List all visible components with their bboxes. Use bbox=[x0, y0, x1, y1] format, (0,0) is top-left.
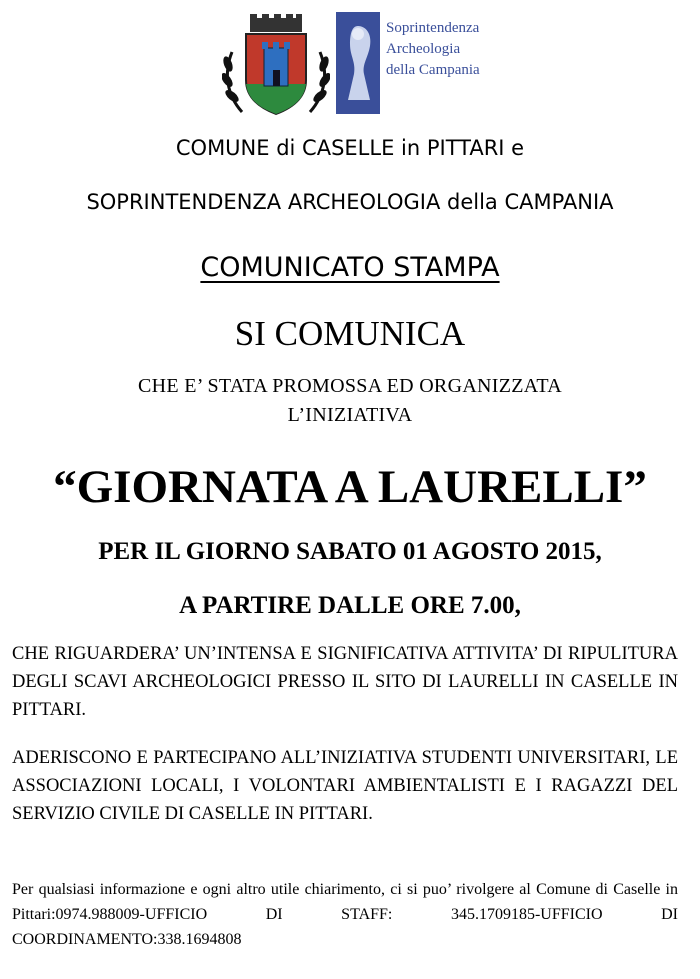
description-paragraph: CHE RIGUARDERA’ UN’INTENSA E SIGNIFICATIVA ATTIVITA’ DI RIPULITURA DEGLI SCAVI ARCHEOLOGICI PRESSO IL SITO DI LAURELLI IN CASELLE IN PITTARI. bbox=[12, 644, 678, 720]
archeologia-line: Archeologia bbox=[386, 41, 461, 57]
header-comunicato-stampa: COMUNICATO STAMPA bbox=[200, 252, 500, 283]
campania-line: della Campania bbox=[386, 62, 480, 78]
intro-line-1: CHE E’ STATA PROMOSSA ED ORGANIZZATA bbox=[138, 375, 562, 397]
header-soprintendenza: SOPRINTENDENZA ARCHEOLOGIA della CAMPANIA bbox=[86, 190, 614, 214]
heading-si-comunica: SI COMUNICA bbox=[234, 314, 466, 353]
event-title: “GIORNATA A LAURELLI” bbox=[53, 461, 647, 513]
event-time: A PARTIRE DALLE ORE 7.00, bbox=[179, 592, 521, 619]
intro-line-2: L’INIZIATIVA bbox=[287, 404, 413, 426]
event-date: PER IL GIORNO SABATO 01 AGOSTO 2015, bbox=[98, 538, 602, 565]
soprintendenza-logo-text bbox=[386, 18, 480, 81]
soprintendenza-logo bbox=[336, 12, 486, 118]
intro-text bbox=[0, 372, 700, 430]
participants-paragraph: ADERISCONO E PARTECIPANO ALL’INIZIATIVA STUDENTI UNIVERSITARI, LE ASSOCIAZIONI LOCALI, I VOLONTARI AMBIENTALISTI E I RAGAZZI DEL SERVIZIO CIVILE DI CASELLE IN PITTARI. bbox=[12, 748, 678, 824]
logo-area bbox=[0, 8, 700, 118]
municipal-crest-icon bbox=[222, 14, 330, 118]
header-comune: COMUNE di CASELLE in PITTARI e bbox=[175, 136, 525, 160]
contact-paragraph: Per qualsiasi informazione e ogni altro utile chiarimento, ci si puo’ rivolgere al Comune di Caselle in Pittari:0974.988009-UFFICIO DI STAFF: 345.1709185-UFFICIO DI COORDINAMENTO:338.1694808 bbox=[12, 881, 678, 948]
mibact-emblem-icon bbox=[336, 12, 380, 114]
soprintendenza-line: Soprintendenza bbox=[386, 20, 480, 36]
